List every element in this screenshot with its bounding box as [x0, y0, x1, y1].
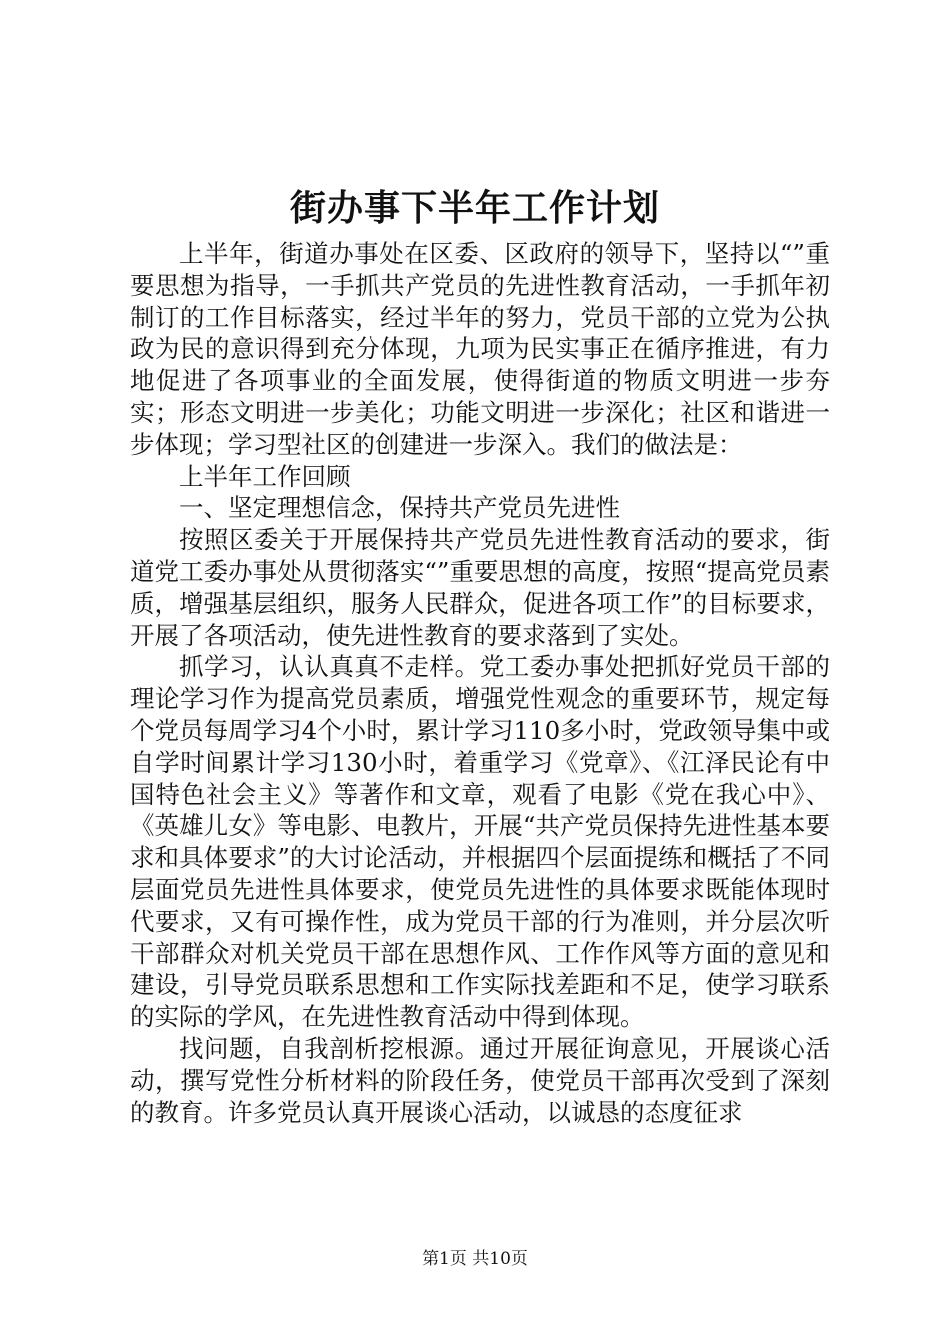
page-footer: 第1页 共10页 — [422, 1249, 528, 1269]
document-body — [130, 238, 830, 1128]
paragraph-intro: 上半年，街道办事处在区委、区政府的领导下，坚持以“”重要思想为指导，一手抓共产党员的先进性教育活动，一手抓年初制订的工作目标落实，经过半年的努力，党员干部的立党为公执政为民的意识得到充分体现，九项为民实事正在循序推进，有力地促进了各项事业的全面发展，使得街道的物质文明进一步夯实；形态文明进一步美化；功能文明进一步深化；社区和谐进一步体现；学习型社区的创建进一步深入。我们的做法是： — [130, 239, 830, 459]
document-title: 街办事下半年工作计划 — [289, 187, 660, 229]
section-heading-review: 上半年工作回顾 — [179, 461, 351, 491]
paragraph: 按照区委关于开展保持共产党员先进性教育活动的要求，街道党工委办事处从贯彻落实“”重要思想的高度，按照“提高党员素质，增强基层组织，服务人民群众，促进各项工作”的目标要求，开展了各项活动，使先进性教育的要求落到了实处。 — [130, 525, 830, 650]
paragraph: 抓学习，认认真真不走样。党工委办事处把抓好党员干部的理论学习作为提高党员素质，增强党性观念的重要环节，规定每个党员每周学习4个小时，累计学习110多小时，党政领导集中或自学时间累计学习130小时，着重学习《党章》、《江泽民论有中国特色社会主义》等著作和文章，观看了电影《党在我心中》、《英雄儿女》等电影、电教片，开展“共产党员保持先进性基本要求和具体要求”的大讨论活动，并根据四个层面提练和概括了不同层面党员先进性具体要求，使党员先进性的具体要求既能体现时代要求，又有可操作性，成为党员干部的行为准则，并分层次听干部群众对机关党员干部在思想作风、工作作风等方面的意见和建设，引导党员联系思想和工作实际找差距和不足，使学习联系的实际的学风，在先进性教育活动中得到体现。 — [130, 652, 830, 1032]
paragraph: 找问题，自我剖析挖根源。通过开展征询意见，开展谈心活动，撰写党性分析材料的阶段任务，使党员干部再次受到了深刻的教育。许多党员认真开展谈心活动，以诚恳的态度征求 — [130, 1033, 830, 1127]
section-heading-1: 一、坚定理想信念，保持共产党员先进性 — [179, 493, 620, 523]
